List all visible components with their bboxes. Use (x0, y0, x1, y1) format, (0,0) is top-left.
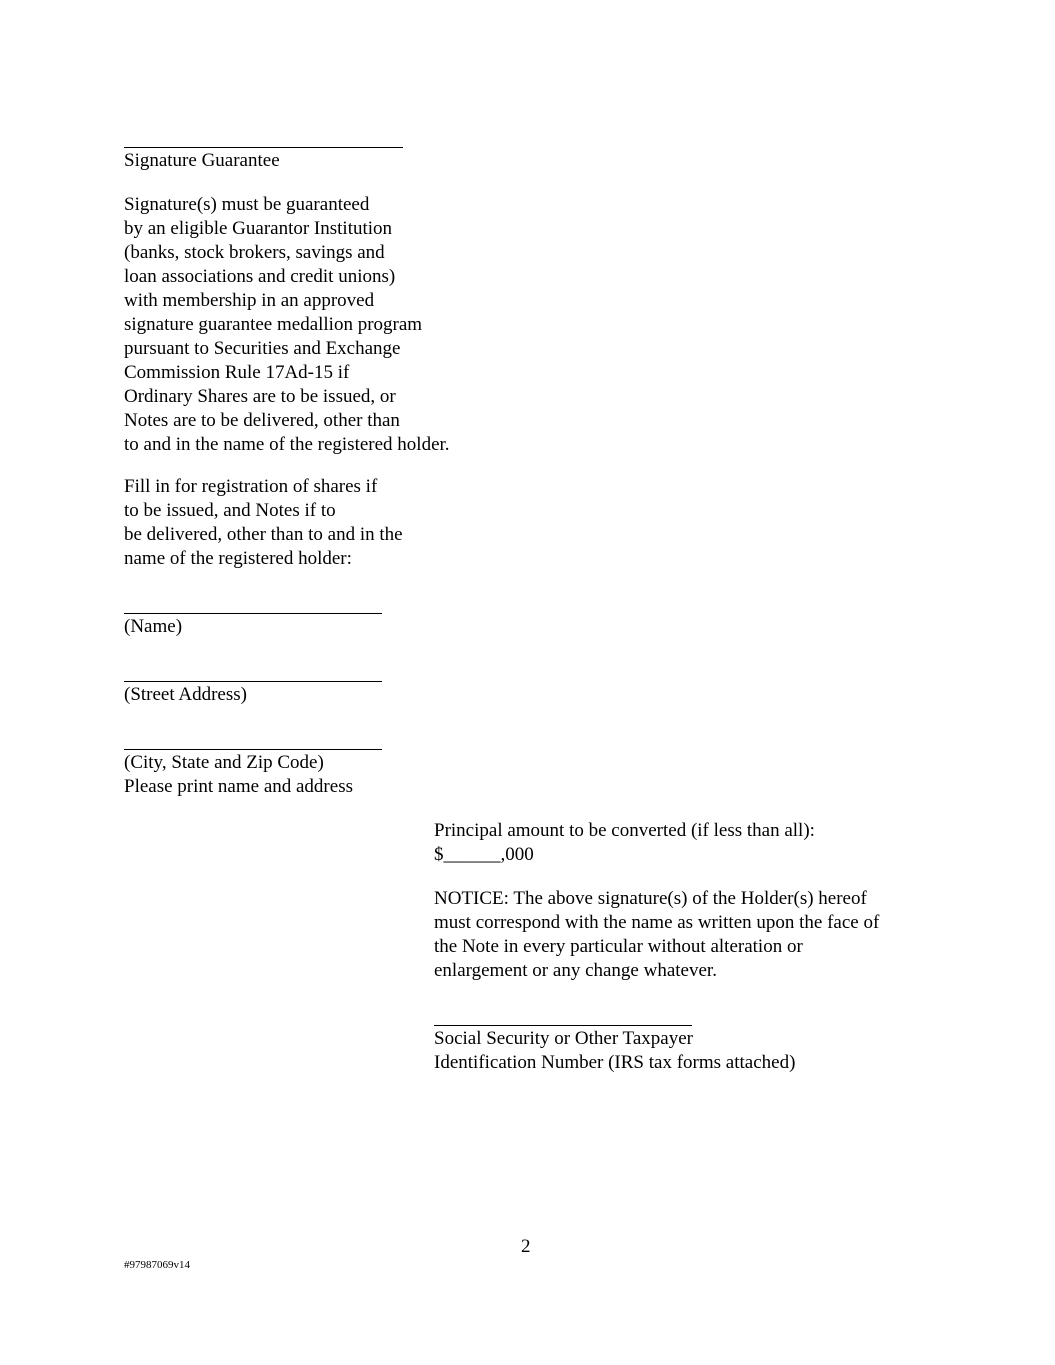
taxpayer-id-label: Social Security or Other Taxpayer Identification Number (IRS tax forms attached) (434, 1028, 796, 1073)
paragraph-line: the Note in every particular without alteration or (434, 936, 803, 957)
name-field-label: (Name) (124, 616, 183, 637)
city-state-zip-field-line[interactable] (124, 749, 382, 750)
paragraph-line: be delivered, other than to and in the (124, 524, 403, 545)
name-field-line[interactable] (124, 613, 382, 614)
principal-amount-label: Principal amount to be converted (if less than all): (434, 820, 815, 841)
principal-amount-field[interactable]: $______,000 (434, 844, 534, 865)
paragraph-line: Ordinary Shares are to be issued, or (124, 386, 396, 407)
paragraph-line: Signature(s) must be guaranteed (124, 194, 370, 215)
document-id: #97987069v14 (124, 1259, 190, 1271)
guarantee-paragraph (124, 193, 450, 457)
paragraph-line: pursuant to Securities and Exchange (124, 338, 401, 359)
paragraph-line: enlargement or any change whatever. (434, 960, 717, 981)
paragraph-line: Notes are to be delivered, other than (124, 410, 400, 431)
taxpayer-id-field-line[interactable] (434, 1025, 692, 1026)
paragraph-line: to be issued, and Notes if to (124, 500, 336, 521)
paragraph-line: must correspond with the name as written upon the face of (434, 912, 880, 933)
city-state-zip-field-label: (City, State and Zip Code) Please print name and address (124, 752, 353, 797)
paragraph-line: Fill in for registration of shares if (124, 476, 378, 497)
street-address-field-line[interactable] (124, 681, 382, 682)
paragraph-line: by an eligible Guarantor Institution (124, 218, 393, 239)
paragraph-line: to and in the name of the registered holder. (124, 434, 450, 455)
street-address-field-label: (Street Address) (124, 684, 247, 705)
page-number: 2 (521, 1236, 531, 1257)
paragraph-line: Commission Rule 17Ad-15 if (124, 362, 350, 383)
paragraph-line: (banks, stock brokers, savings and (124, 242, 385, 263)
signature-guarantee-line (124, 147, 403, 148)
print-name-note: Please print name and address (124, 776, 353, 797)
principal-amount-block (434, 819, 815, 867)
paragraph-line: with membership in an approved (124, 290, 375, 311)
notice-paragraph (434, 887, 879, 983)
paragraph-line: name of the registered holder: (124, 548, 352, 569)
paragraph-line: loan associations and credit unions) (124, 266, 396, 287)
signature-guarantee-label: Signature Guarantee (124, 150, 280, 171)
registration-paragraph (124, 475, 403, 571)
paragraph-line: NOTICE: The above signature(s) of the Holder(s) hereof (434, 888, 867, 909)
paragraph-line: signature guarantee medallion program (124, 314, 423, 335)
